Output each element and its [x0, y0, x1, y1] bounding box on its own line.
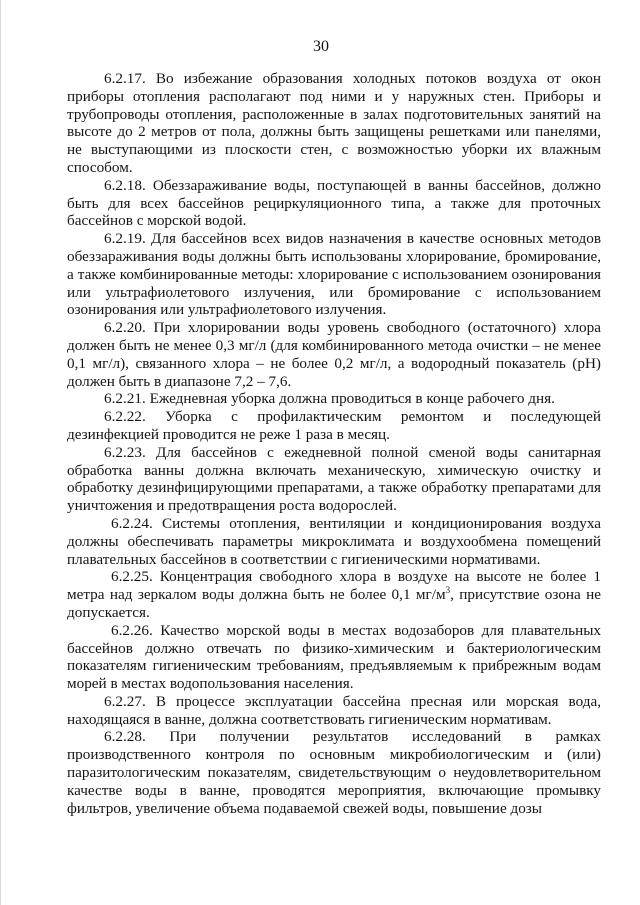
paragraph-6-2-22: 6.2.22. Уборка с профилактическим ремонтом и последующей дезинфекцией проводится не реже 1 раза в месяц. [67, 408, 601, 443]
page-number: 30 [313, 38, 329, 55]
paragraph-6-2-25-text-before: 6.2.25. Концентрация свободного хлора в воздухе на высоте не более 1 метра над зеркалом воды должна быть не более 0,1 мг/м [67, 568, 601, 604]
paragraph-6-2-23: 6.2.23. Для бассейнов с ежедневной полной сменой воды санитарная обработка ванны должна включать механическую, химическую очистку и обработку дезинфицирующими препаратами, а также обработку препаратами для уничтожения и предотвращения роста водорослей. [67, 443, 601, 515]
paragraph-6-2-18: 6.2.18. Обеззараживание воды, поступающей в ванны бассейнов, должно быть для всех бассейнов рециркуляционного типа, а также для проточных бассейнов с морской водой. [67, 176, 601, 230]
paragraph-6-2-17: 6.2.17. Во избежание образования холодных потоков воздуха от окон приборы отопления располагают под ними и у наружных стен. Приборы и трубопроводы отопления, расположенные в залах подготовительных занятий на высоте до 2 метров от пола, должны быть защищены решетками или панелями, не выступающими из плоскости стен, с возможностью уборки их влажным способом. [67, 70, 601, 176]
paragraph-6-2-21: 6.2.21. Ежедневная уборка должна проводиться в конце рабочего дня. [104, 390, 555, 408]
paragraph-6-2-25-text-after: , присутствие озона не допускается. [67, 586, 602, 621]
paragraph-6-2-24: 6.2.24. Системы отопления, вентиляции и кондиционирования воздуха должны обеспечивать параметры микроклимата и воздухообмена помещений плавательных бассейнов в соответствии с гигиеническими нормативами. [67, 514, 601, 568]
paragraph-6-2-25-superscript: 3 [445, 585, 451, 596]
document-body [67, 70, 601, 817]
paragraph-6-2-20: 6.2.20. При хлорировании воды уровень свободного (остаточного) хлора должен быть не менее 0,3 мг/л (для комбинированного метода очистки – не менее 0,1 мг/л), связанного хлора – не более 0,2 мг/л, а водородный показатель (рН) должен быть в диапазоне 7,2 – 7,6. [67, 319, 601, 390]
paragraph-6-2-26: 6.2.26. Качество морской воды в местах водозаборов для плавательных бассейнов должно отвечать по физико-химическим и бактериологическим показателям гигиеническим требованиям, предъявляемым к прибрежным водам морей в местах водопользования населения. [67, 621, 601, 693]
paragraph-6-2-25 [67, 568, 601, 621]
paragraph-6-2-19: 6.2.19. Для бассейнов всех видов назначения в качестве основных методов обеззараживания воды должны быть использованы хлорирование, бромирование, а также комбинированные методы: хлорирование с использованием озонирования или ультрафиолетового излучения, или бромирование с использованием озонирования или ультрафиолетового излучения. [67, 230, 601, 319]
paragraph-6-2-28: 6.2.28. При получении результатов исследований в рамках производственного контроля по основным микробиологическим и (или) паразитологическим показателям, свидетельствующим о неудовлетворительном качестве воды в ванне, проводятся мероприятия, включающие промывку фильтров, увеличение объема подаваемой свежей воды, повышение дозы [67, 728, 601, 817]
paragraph-6-2-27: 6.2.27. В процессе эксплуатации бассейна пресная или морская вода, находящаяся в ванне, должна соответствовать гигиеническим нормативам. [67, 692, 601, 728]
